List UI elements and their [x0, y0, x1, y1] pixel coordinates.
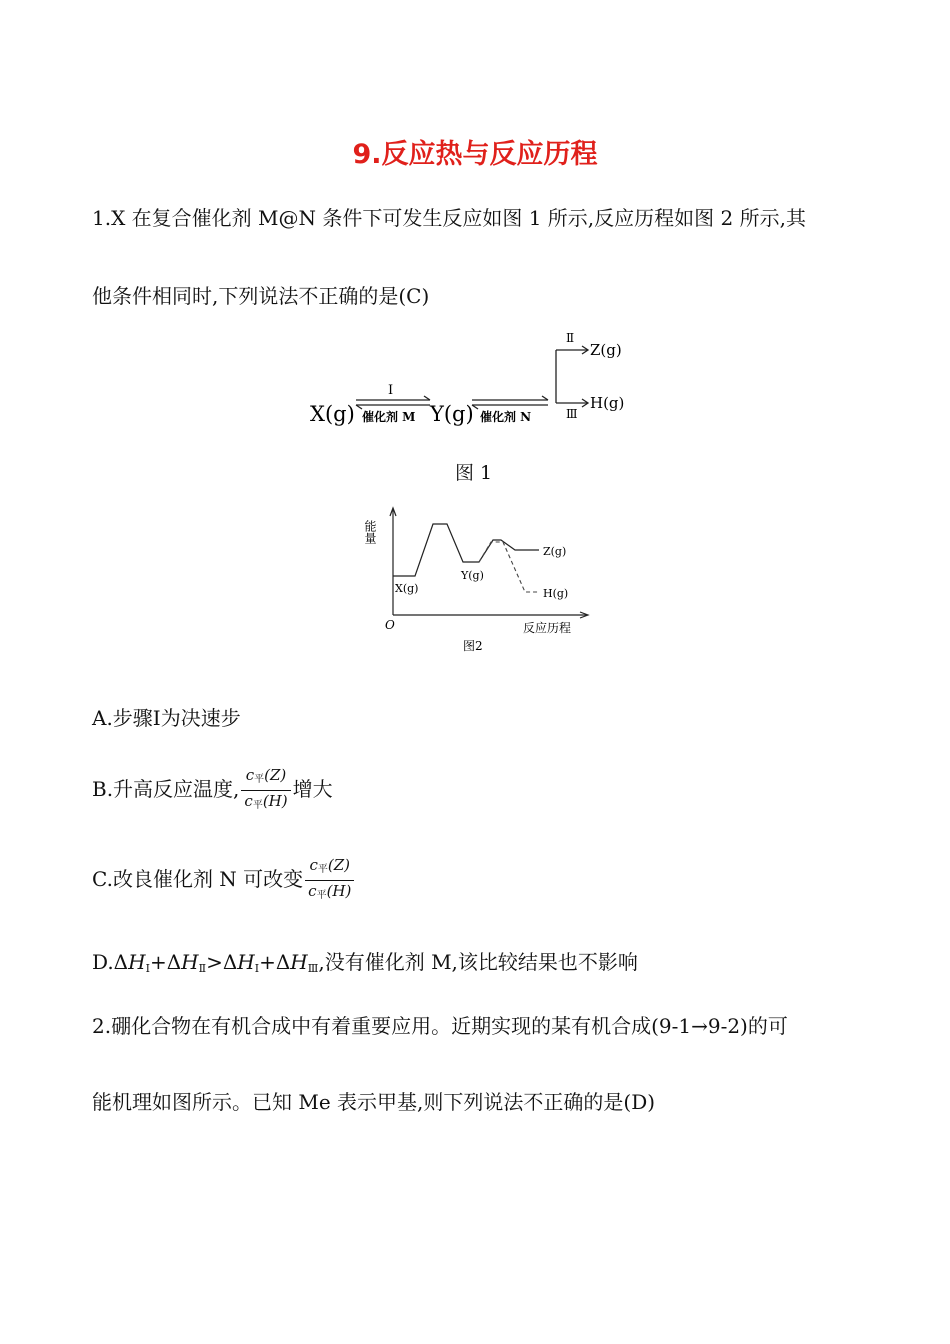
frac-c: c — [309, 856, 318, 874]
option-b-suffix: 增大 — [292, 777, 333, 801]
fig1-z-label: Z(g) — [590, 341, 622, 359]
d-plus1: +Δ — [149, 950, 182, 974]
figure-1-reaction-scheme — [300, 330, 660, 430]
fig2-origin: O — [385, 618, 395, 632]
q1-option-b — [92, 766, 333, 815]
fig1-step1-label: Ⅰ — [388, 383, 394, 398]
q1-stem-line2: 他条件相同时,下列说法不正确的是(C) — [92, 284, 430, 308]
fig1-h-label: H(g) — [590, 394, 625, 412]
d-prefix: D.Δ — [92, 950, 129, 974]
frac-sub: 平 — [252, 800, 263, 811]
page-title: 9.反应热与反应历程 — [352, 139, 598, 170]
d-sub1: Ⅰ — [254, 962, 260, 975]
frac-c: c — [244, 792, 253, 810]
frac-num: (Z) — [264, 766, 287, 784]
fig2-y-axis-label: 能量 — [363, 520, 377, 544]
q2-stem-line1: 2.硼化合物在有机合成中有着重要应用。近期实现的某有机合成(9-1→9-2)的可 — [92, 1014, 788, 1038]
d-h: H — [290, 950, 308, 974]
d-sub2: Ⅱ — [198, 962, 207, 975]
fig1-step2-label: Ⅱ — [566, 331, 575, 345]
figure-2-energy-diagram — [355, 500, 595, 660]
frac-num: (Z) — [327, 856, 351, 874]
option-b-prefix: B.升高反应温度, — [92, 777, 240, 801]
frac-c: c — [308, 882, 317, 900]
frac-sub: 平 — [254, 774, 265, 785]
frac-c: c — [245, 766, 255, 784]
q1-option-c — [92, 856, 356, 905]
d-h: H — [237, 950, 255, 974]
q2-stem-line2: 能机理如图所示。已知 Me 表示甲基,则下列说法不正确的是(D) — [92, 1090, 656, 1114]
frac-den: (H) — [262, 792, 288, 810]
fig2-x-axis-label: 反应历程 — [523, 621, 572, 635]
fig2-h-label: H(g) — [543, 587, 569, 600]
d-h: H — [128, 950, 146, 974]
d-gt: >Δ — [206, 950, 238, 974]
frac-sub: 平 — [316, 890, 327, 901]
d-h: H — [181, 950, 199, 974]
fig2-caption: 图2 — [463, 639, 483, 653]
q1-stem-line1: 1.X 在复合催化剂 M@N 条件下可发生反应如图 1 所示,反应历程如图 2 所示,其 — [92, 206, 806, 230]
q1-option-a: A.步骤Ⅰ为决速步 — [92, 706, 241, 730]
fig1-caption: 图 1 — [455, 462, 493, 484]
fig1-x-label: X(g) — [310, 402, 355, 426]
ratio-fraction — [241, 766, 290, 815]
frac-sub: 平 — [317, 864, 328, 875]
fig1-catalyst-m: 催化剂 M — [362, 410, 416, 424]
option-c-prefix: C.改良催化剂 N 可改变 — [92, 867, 304, 891]
d-tail: ,没有催化剂 M,该比较结果也不影响 — [318, 950, 638, 974]
d-sub1: Ⅰ — [145, 962, 150, 975]
fig1-step3-label: Ⅲ — [566, 407, 578, 421]
fig1-y-label: Y(g) — [430, 402, 474, 426]
ratio-fraction — [305, 856, 354, 905]
fig2-z-label: Z(g) — [543, 545, 567, 558]
fig1-catalyst-n: 催化剂 N — [480, 410, 532, 424]
fig2-x-label: X(g) — [395, 582, 419, 595]
q1-option-d — [92, 948, 638, 983]
d-plus2: +Δ — [259, 950, 291, 974]
fig2-y-label: Y(g) — [461, 569, 484, 582]
d-sub3: Ⅲ — [307, 962, 319, 975]
frac-den: (H) — [326, 882, 352, 900]
